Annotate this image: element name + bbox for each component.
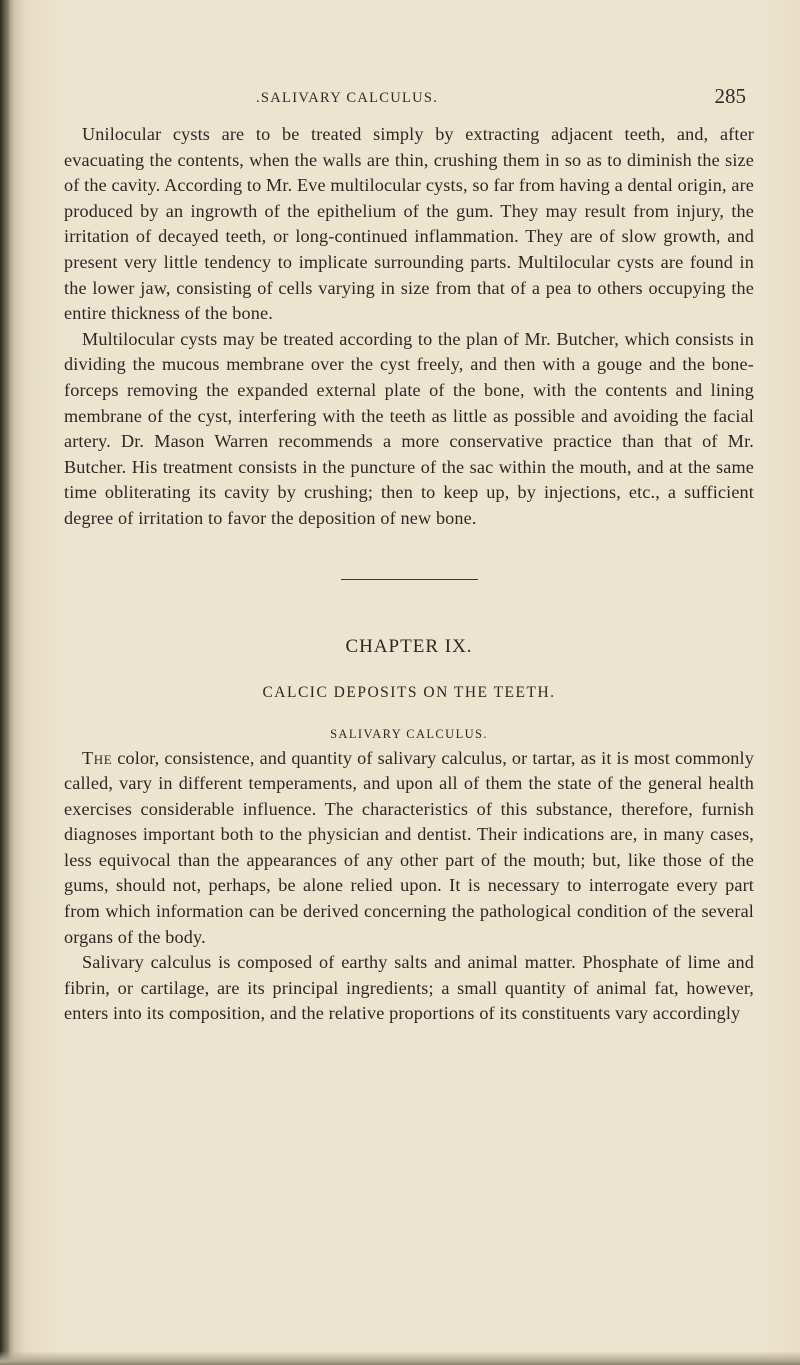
paragraph-salivary-calculus-intro bbox=[64, 746, 754, 951]
page-bottom-edge bbox=[0, 1351, 800, 1365]
paragraph-salivary-calculus-composition: Salivary calculus is composed of earthy salts and animal matter. Phosphate of lime and fibrin, or cartilage, are its principal ingredients; a small quantity of animal fat, however, enters into its composition, and the relative proportions of its constituents vary accordingly bbox=[64, 952, 754, 1024]
paragraph-unilocular-cysts: Unilocular cysts are to be treated simply by extracting adjacent teeth, and, after evacuating the contents, when the walls are thin, crushing them in so as to diminish the size of the cavity. According to Mr. Eve multilocular cysts, so far from having a dental origin, are produced by an ingrowth of the epithelium of the gum. They may result from injury, the irritation of decayed teeth, or long-continued inflammation. They are of slow growth, and present very little tendency to implicate surrounding parts. Multilocular cysts are found in the lower jaw, consisting of cells varying in size from that of a pea to others occupying the entire thickness of the bone. bbox=[64, 124, 754, 324]
page-header bbox=[64, 84, 754, 114]
running-head: .SALIVARY CALCULUS. bbox=[256, 90, 439, 106]
section-divider bbox=[341, 579, 478, 580]
paragraph-text: color, consistence, and quantity of salivary calculus, or tartar, as it is most commonly called, vary in different temperaments, and upon all of them the state of the general health exercises considerable influence. The characteristics of this substance, therefore, furnish diagnoses important both to the physician and dentist. Their indications are, in many cases, less equivocal than the appearances of any other part of the mouth; but, like those of the gums, should not, perhaps, be alone relied upon. It is necessary to interrogate every part from which information can be derived concerning the pathological condition of the several organs of the body. bbox=[64, 747, 754, 947]
paragraph-multilocular-treatment: Multilocular cysts may be treated according to the plan of Mr. Butcher, which consists in dividing the mucous membrane over the cyst freely, and then with a gouge and the bone-forceps removing the expanded external plate of the bone, with the contents and lining membrane of the cyst, interfering with the teeth as little as possible and avoiding the facial artery. Dr. Mason Warren recommends a more conservative practice than that of Mr. Butcher. His treatment consists in the puncture of the sac within the mouth, and at the same time obliterating its cavity by crushing; then to keep up, by injections, etc., a sufficient degree of irritation to favor the deposition of new bone. bbox=[64, 328, 754, 528]
chapter-number: CHAPTER IX. bbox=[345, 635, 473, 657]
page-number: 285 bbox=[714, 84, 746, 108]
binding-shadow bbox=[0, 0, 10, 1365]
lead-word: The bbox=[82, 747, 113, 768]
chapter-title: CALCIC DEPOSITS ON THE TEETH. bbox=[262, 683, 556, 701]
section-title: SALIVARY CALCULUS. bbox=[330, 726, 488, 741]
page-body bbox=[64, 122, 754, 1027]
